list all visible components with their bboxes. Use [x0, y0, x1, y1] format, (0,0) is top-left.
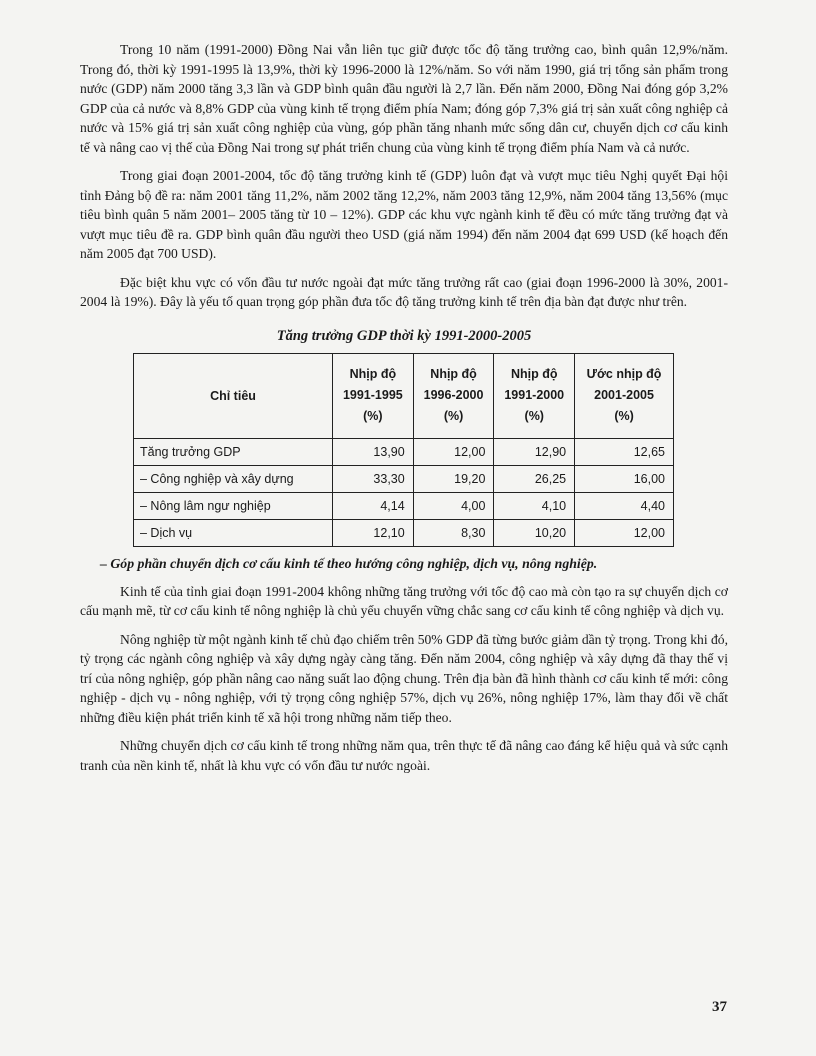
table-cell: 4,10	[494, 492, 575, 519]
table-cell: 12,65	[575, 438, 674, 465]
paragraph: Trong 10 năm (1991-2000) Đồng Nai vẫn liên tục giữ được tốc độ tăng trưởng cao, bình quân 12,9%/năm. Trong đó, thời kỳ 1991-1995 là 13,9%, thời kỳ 1996-2000 là 12%/năm. So với năm 1990, giá trị tổng sản phẩm trong nước (GDP) năm 2000 tăng 3,3 lần và GDP bình quân đầu người là 2,7 lần. Đến năm 2000, Đồng Nai đóng góp 3,2% GDP của cả nước và 8,8% GDP của vùng kinh tế trọng điểm phía Nam; đóng góp 7,3% giá trị sản xuất công nghiệp cả nước và 15% giá trị sản xuất công nghiệp của vùng, góp phần tăng nhanh mức sống dân cư, chuyển dịch cơ cấu kinh tế và nâng cao vị thế của Đồng Nai trong sự phát triển chung của vùng kinh tế trọng điểm phía Nam và cả nước.	[80, 42, 728, 155]
gdp-growth-table	[133, 353, 674, 547]
row-label: – Nông lâm ngư nghiệp	[134, 492, 333, 519]
table-row	[134, 492, 674, 519]
paragraph: Những chuyển dịch cơ cấu kinh tế trong những năm qua, trên thực tế đã nâng cao đáng kể hiệu quả và sức cạnh tranh của nền kinh tế, nhất là khu vực có vốn đầu tư nước ngoài.	[80, 738, 728, 773]
table-cell: 4,40	[575, 492, 674, 519]
table-cell: 19,20	[413, 465, 494, 492]
table-cell: 4,00	[413, 492, 494, 519]
table-cell: 13,90	[333, 438, 414, 465]
table-cell: 16,00	[575, 465, 674, 492]
table-note: – Góp phần chuyển dịch cơ cấu kinh tế theo hướng công nghiệp, dịch vụ, nông nghiệp.	[100, 555, 598, 571]
table-cell: 10,20	[494, 519, 575, 546]
table-row	[134, 519, 674, 546]
table-cell: 33,30	[333, 465, 414, 492]
header-col-1996-2000: Nhịp độ 1996-2000 (%)	[413, 353, 494, 438]
table-cell: 12,90	[494, 438, 575, 465]
paragraph: Đặc biệt khu vực có vốn đầu tư nước ngoài đạt mức tăng trưởng rất cao (giai đoạn 1996-2000 là 30%, 2001-2004 là 19%). Đây là yếu tố quan trọng góp phần đưa tốc độ tăng trưởng kinh tế trên địa bàn đạt được như trên.	[80, 274, 728, 309]
table-cell: 12,10	[333, 519, 414, 546]
header-col-1991-2000: Nhịp độ 1991-2000 (%)	[494, 353, 575, 438]
row-label: – Công nghiệp và xây dựng	[134, 465, 333, 492]
header-col-2001-2005: Ước nhịp độ 2001-2005 (%)	[575, 353, 674, 438]
table-header-row	[134, 353, 674, 438]
paragraph: Kinh tế của tỉnh giai đoạn 1991-2004 không những tăng trưởng với tốc độ cao mà còn tạo ra sự chuyển dịch cơ cấu mạnh mẽ, từ cơ cấu kinh tế nông nghiệp là chủ yếu chuyển vững chắc sang cơ cấu kinh tế công nghiệp và dịch vụ.	[80, 583, 728, 618]
row-label: Tăng trưởng GDP	[134, 438, 333, 465]
header-indicator: Chỉ tiêu	[134, 353, 333, 438]
header-col-1991-1995: Nhịp độ 1991-1995 (%)	[333, 353, 414, 438]
table-cell: 4,14	[333, 492, 414, 519]
table-cell: 8,30	[413, 519, 494, 546]
paragraph: Trong giai đoạn 2001-2004, tốc độ tăng trưởng kinh tế (GDP) luôn đạt và vượt mục tiêu Nghị quyết Đại hội tỉnh Đảng bộ đề ra: năm 2001 tăng 11,2%, năm 2002 tăng 12,2%, năm 2003 tăng 12,9%, năm 2004 tăng 13,56% (mục tiêu bình quân 5 năm 2001– 2005 tăng từ 10 – 12%). GDP các khu vực ngành kinh tế đều có mức tăng trưởng đạt và vượt mục tiêu đề ra. GDP bình quân đầu người theo USD (giá năm 1994) đến năm 2004 đạt 699 USD (kế hoạch đến năm 2005 đạt 700 USD).	[80, 168, 728, 261]
paragraph: Nông nghiệp từ một ngành kinh tế chủ đạo chiếm trên 50% GDP đã từng bước giảm dần tỷ trọng. Trong khi đó, tỷ trọng các ngành công nghiệp và xây dựng ngày càng tăng. Đến năm 2004, công nghiệp và xây dựng đã thay thế vị trí của nông nghiệp, góp phần nâng cao năng suất lao động chung. Trên địa bàn đã hình thành cơ cấu kinh tế mới: công nghiệp - dịch vụ - nông nghiệp, với tỷ trọng công nghiệp 57%, dịch vụ 26%, nông nghiệp 17%, làm thay đổi về chất những điều kiện phát triển kinh tế xã hội trong những năm tiếp theo.	[80, 631, 728, 725]
row-label: – Dịch vụ	[134, 519, 333, 546]
table-cell: 12,00	[575, 519, 674, 546]
table-row	[134, 465, 674, 492]
table-title: Tăng trưởng GDP thời kỳ 1991-2000-2005	[276, 327, 532, 344]
table-row	[134, 438, 674, 465]
table-cell: 12,00	[413, 438, 494, 465]
table-cell: 26,25	[494, 465, 575, 492]
document-page	[80, 40, 728, 784]
page-number: 37	[712, 999, 727, 1015]
